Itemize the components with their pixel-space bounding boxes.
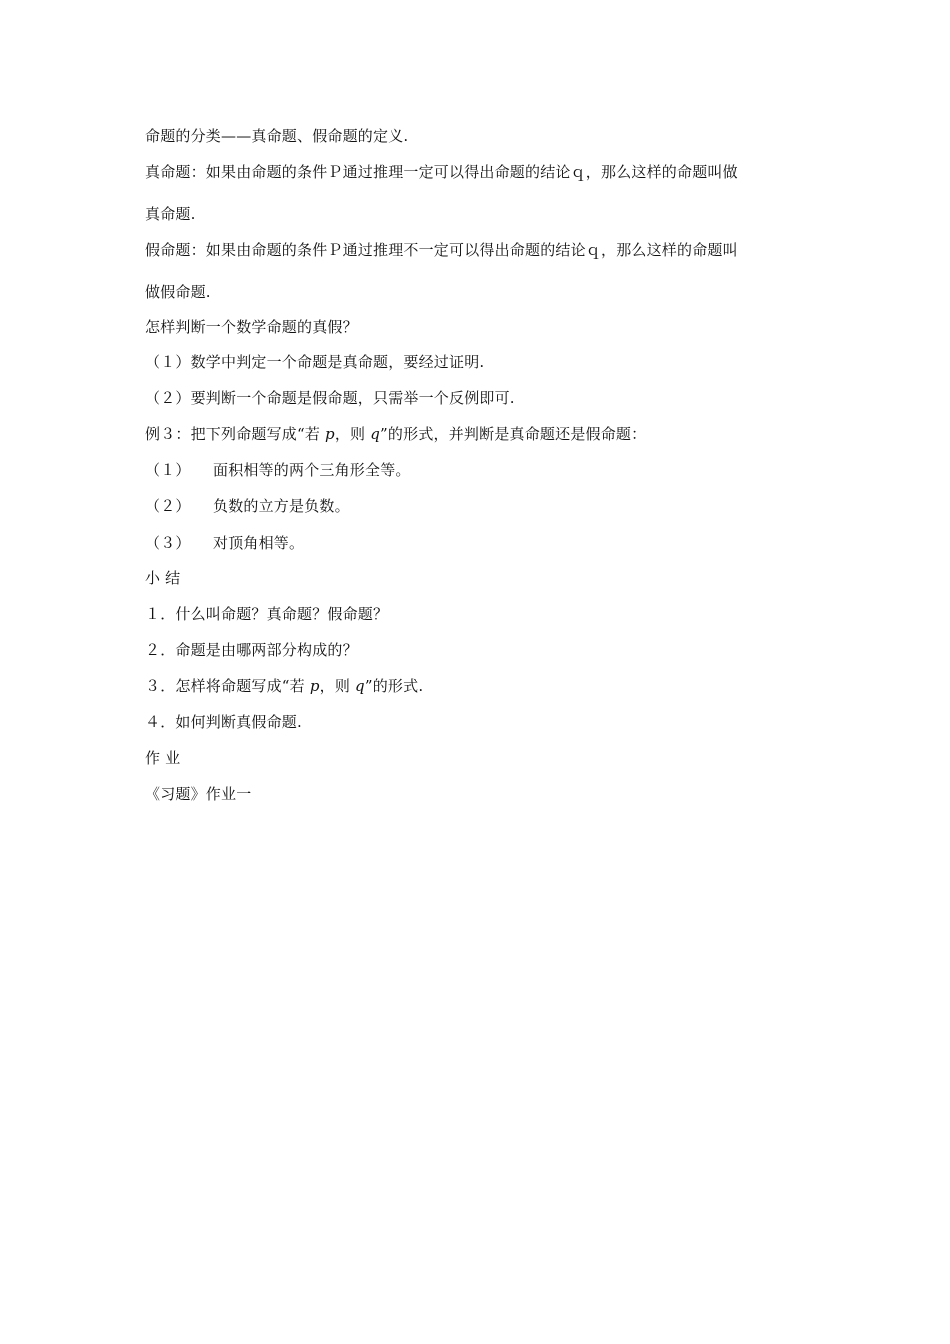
item-number: （３）	[145, 534, 191, 552]
summary-3-q: q	[355, 677, 365, 695]
example-mid: ，则	[334, 425, 371, 443]
item-text: 负数的立方是负数。	[213, 497, 350, 515]
paragraph-true-proposition-line2: 真命题.	[145, 205, 196, 223]
paragraph-false-proposition-line1: 假命题：如果由命题的条件Ｐ通过推理不一定可以得出命题的结论ｑ，那么这样的命题叫	[145, 241, 738, 259]
example-item-3	[145, 533, 304, 553]
summary-item-4: ４．如何判断真假命题.	[145, 713, 302, 731]
summary-item-3	[145, 676, 423, 696]
example-prefix: 例３：把下列命题写成“若	[145, 425, 326, 443]
example-p: p	[325, 425, 335, 443]
paragraph-classification: 命题的分类——真命题、假命题的定义.	[145, 127, 409, 145]
paragraph-true-proposition-line1: 真命题：如果由命题的条件Ｐ通过推理一定可以得出命题的结论ｑ，那么这样的命题叫做	[145, 163, 738, 181]
paragraph-rule-1: （１）数学中判定一个命题是真命题，要经过证明.	[145, 353, 485, 371]
summary-item-2: ２．命题是由哪两部分构成的？	[145, 641, 358, 659]
summary-heading: 小 结	[145, 569, 181, 587]
homework-heading: 作 业	[145, 749, 181, 767]
item-number: （１）	[145, 461, 191, 479]
summary-3-p: p	[309, 677, 320, 695]
example-q: q	[370, 425, 381, 443]
paragraph-how-to-judge: 怎样判断一个数学命题的真假？	[145, 318, 358, 336]
summary-item-1: １．什么叫命题？真命题？假命题？	[145, 605, 389, 623]
paragraph-rule-2: （２）要判断一个命题是假命题，只需举一个反例即可.	[145, 389, 515, 407]
example-suffix: ”的形式，并判断是真命题还是假命题：	[380, 425, 647, 443]
example-item-1	[145, 460, 411, 480]
summary-3-suffix: ”的形式.	[364, 677, 424, 695]
summary-3-prefix: ３．怎样将命题写成“若	[145, 677, 310, 695]
paragraph-false-proposition-line2: 做假命题.	[145, 283, 211, 301]
item-number: （２）	[145, 497, 191, 515]
homework-text: 《习题》作业一	[145, 785, 252, 803]
item-text: 对顶角相等。	[213, 534, 305, 552]
summary-3-mid: ，则	[319, 677, 356, 695]
item-text: 面积相等的两个三角形全等。	[213, 461, 411, 479]
example-3	[145, 424, 646, 444]
example-item-2	[145, 496, 350, 516]
